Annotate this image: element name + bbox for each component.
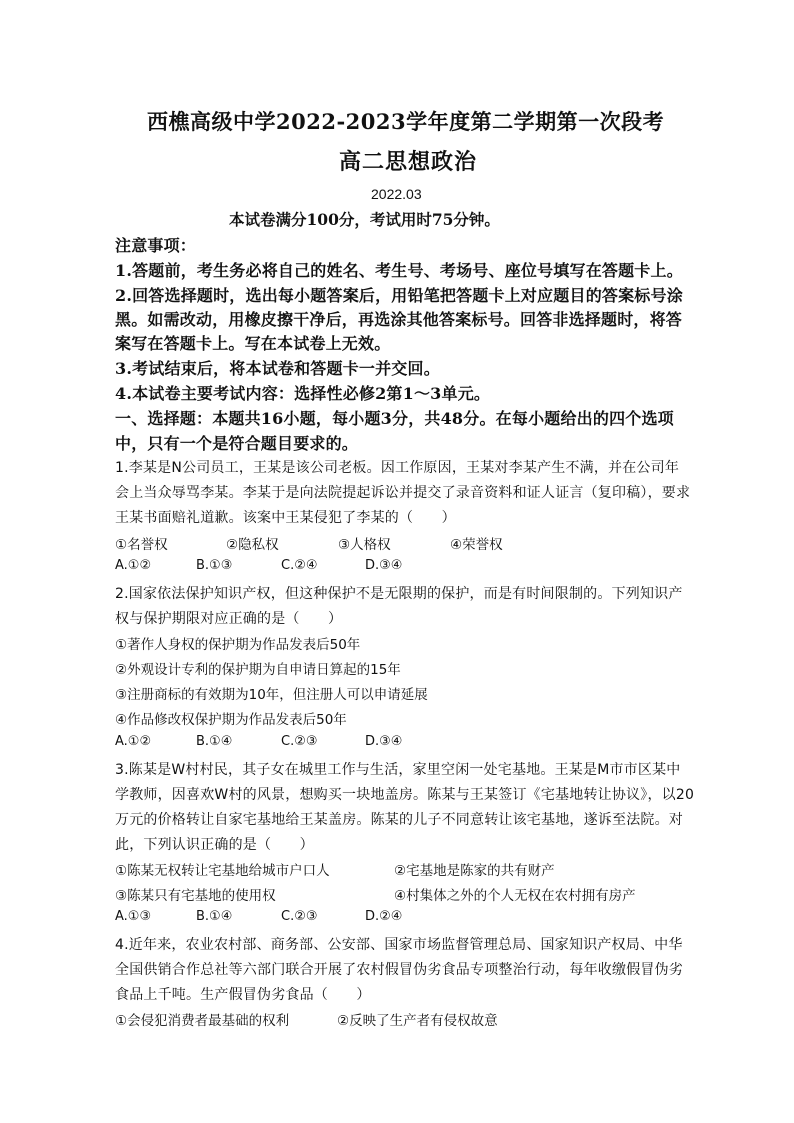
question-1-stem: 王某书面赔礼道歉。该案中王某侵犯了李某的（ ） [115,510,456,526]
q3-item-4: ④村集体之外的个人无权在农村拥有房产 [394,888,636,904]
q1-item-2: ②隐私权 [226,537,279,553]
question-4-stem: 4.近年来，农业农村部、商务部、公安部、国家市场监督管理总局、国家知识产权局、中华 [115,937,683,953]
q3-choice-c: C.②③ [281,909,318,924]
exam-title: 西樵高级中学2022-2023学年度第二学期第一次段考 [147,109,665,134]
q3-item-3: ③陈某只有宅基地的使用权 [115,888,276,904]
q1-item-4: ④荣誉权 [450,537,503,553]
question-3-stem: 万元的价格转让自家宅基地给王某盖房。陈某的儿子不同意转让该宅基地，遂诉至法院。对 [115,812,683,828]
q1-item-1: ①名誉权 [115,537,168,553]
q1-choice-a: A.①② [115,558,152,573]
section-heading: 一、选择题：本题共16小题，每小题3分，共48分。在每小题给出的四个选项 [115,409,674,428]
q3-choice-a: A.①③ [115,909,152,924]
instruction-line: 3.考试结束后，将本试卷和答题卡一并交回。 [115,359,440,378]
q3-choice-b: B.①④ [196,909,233,924]
q2-choice-a: A.①② [115,734,152,749]
q3-item-1: ①陈某无权转让宅基地给城市户口人 [115,863,330,879]
exam-date: 2022.03 [371,186,422,202]
q1-choice-d: D.③④ [365,558,403,573]
q2-choice-c: C.②③ [281,734,318,749]
q1-choice-b: B.①③ [196,558,233,573]
q1-choice-c: C.②④ [281,558,318,573]
q2-item-1: ①著作人身权的保护期为作品发表后50年 [115,637,361,653]
question-3-stem: 此，下列认识正确的是（ ） [115,837,314,853]
question-3-stem: 3.陈某是W村村民，其子女在城里工作与生活，家里空闲一处宅基地。王某是M市市区某中 [115,762,681,778]
question-4-stem: 食品上千吨。生产假冒伪劣食品（ ） [115,987,371,1003]
q3-item-2: ②宅基地是陈家的共有财产 [394,863,555,879]
question-4-stem: 全国供销合作总社等六部门联合开展了农村假冒伪劣食品专项整治行动，每年收缴假冒伪劣 [115,962,683,978]
q2-choice-d: D.③④ [365,734,403,749]
q3-choice-d: D.②④ [365,909,403,924]
question-2-stem: 权与保护期限对应正确的是（ ） [115,611,343,627]
question-2-stem: 2.国家依法保护知识产权，但这种保护不是无限期的保护，而是有时间限制的。下列知识产 [115,586,683,602]
instruction-line: 黑。如需改动，用橡皮擦干净后，再选涂其他答案标号。回答非选择题时，将答 [115,310,683,329]
q2-item-4: ④作品修改权保护期为作品发表后50年 [115,712,347,728]
q2-item-2: ②外观设计专利的保护期为自申请日算起的15年 [115,662,401,678]
q2-choice-b: B.①④ [196,734,233,749]
instruction-line: 4.本试卷主要考试内容：选择性必修2第1～3单元。 [115,384,491,403]
q2-item-3: ③注册商标的有效期为10年，但注册人可以申请延展 [115,687,428,703]
instructions-heading: 注意事项： [115,236,197,255]
question-3-stem: 学教师，因喜欢W村的风景，想购买一块地盖房。陈某与王某签订《宅基地转让协议》，以20 [115,787,695,803]
subject-title: 高二思想政治 [339,149,478,175]
q1-item-3: ③人格权 [338,537,391,553]
instruction-line: 案写在答题卡上。写在本试卷上无效。 [115,334,391,353]
exam-note: 本试卷满分100分，考试用时75分钟。 [229,210,500,229]
q4-item-2: ②反映了生产者有侵权故意 [337,1013,498,1029]
question-1-stem: 会上当众辱骂李某。李某于是向法院提起诉讼并提交了录音资料和证人证言（复印稿），要求 [115,485,691,501]
instruction-line: 1.答题前，考生务必将自己的姓名、考生号、考场号、座位号填写在答题卡上。 [115,261,683,280]
q4-item-1: ①会侵犯消费者最基础的权利 [115,1013,290,1029]
instruction-line: 2.回答选择题时，选出每小题答案后，用铅笔把答题卡上对应题目的答案标号涂 [115,286,683,305]
section-heading: 中，只有一个是符合题目要求的。 [115,434,359,453]
question-1-stem: 1.李某是N公司员工，王某是该公司老板。因工作原因，王某对李某产生不满，并在公司年 [115,460,680,476]
